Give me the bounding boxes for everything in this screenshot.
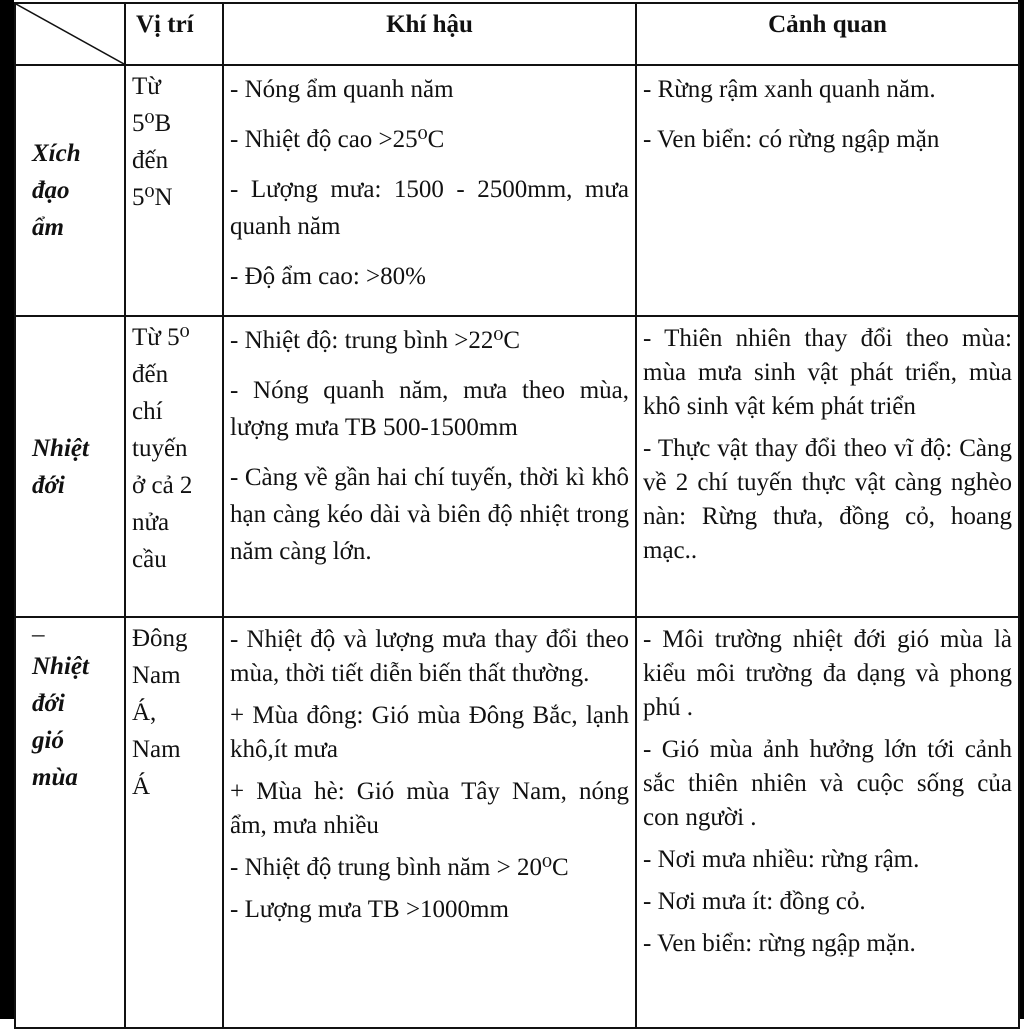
climate-item: - Nhiệt độ: trung bình >22⁰C [230,327,521,354]
location-line: Nam [132,736,181,763]
header-climate: Khí hậu [223,3,636,65]
diagonal-line [16,4,124,64]
location-line: Nam [132,662,181,689]
zone-dash: – [32,621,45,648]
location-line: đến [132,147,169,174]
zone-name-line: đới [32,690,65,717]
location-cell [125,316,223,617]
zone-name-line: Nhiệt [32,653,89,680]
climate-cell [223,316,636,617]
table-row [15,316,1019,617]
location-line: nửa [132,509,170,536]
climate-item: - Nóng ẩm quanh năm [230,76,454,103]
zone-name-cell [15,617,125,1028]
zone-name-line: gió [32,727,64,754]
landscape-item: - Nơi mưa nhiều: rừng rậm. [643,846,920,873]
location-line: tuyến [132,435,188,462]
header-landscape: Cảnh quan [636,3,1019,65]
left-border-strip [0,0,14,1019]
table-row [15,65,1019,316]
location-line: Á, [132,699,157,726]
climate-cell [223,617,636,1028]
location-line: chí [132,398,163,425]
climate-item: + Mùa hè: Gió mùa Tây Nam, nóng ẩm, mưa nhiều [230,778,629,839]
climate-item: - Lượng mưa: 1500 - 2500mm, mưa quanh năm [230,176,629,240]
landscape-item: - Môi trường nhiệt đới gió mùa là kiểu môi trường đa dạng và phong phú . [643,626,1012,721]
location-line: 5⁰B [132,110,172,137]
zone-name-line: Nhiệt [32,434,89,462]
landscape-item: - Rừng rậm xanh quanh năm. [643,76,936,103]
zone-name-line: ẩm [32,214,64,241]
landscape-item: - Nơi mưa ít: đồng cỏ. [643,888,866,915]
table-row [15,617,1019,1028]
climate-cell [223,65,636,316]
climate-item: - Nhiệt độ trung bình năm > 20⁰C [230,854,569,881]
location-line: Đông [132,625,188,652]
climate-item: - Càng về gần hai chí tuyến, thời kì khô hạn càng kéo dài và biên độ nhiệt trong năm càng lớn. [230,464,629,565]
location-line: Từ [132,73,161,100]
climate-item: - Nhiệt độ và lượng mưa thay đổi theo mùa, thời tiết diễn biến thất thường. [230,626,629,687]
zone-name-cell [15,65,125,316]
landscape-cell [636,617,1019,1028]
landscape-item: - Thực vật thay đổi theo vĩ độ: Càng về 2 chí tuyến thực vật càng nghèo nàn: Rừng thưa, đồng cỏ, hoang mạc.. [643,435,1012,564]
location-line: đến [132,361,169,388]
zone-name-line: mùa [32,764,78,791]
location-line: 5⁰N [132,184,173,211]
location-cell [125,617,223,1028]
location-line: Từ 5⁰ [132,324,190,351]
location-cell [125,65,223,316]
location-line: ở cả 2 [132,472,193,499]
header-location: Vị trí [125,3,223,65]
zone-name-cell [15,316,125,617]
zone-name-line: đới [32,471,65,499]
climate-item: - Độ ẩm cao: >80% [230,263,426,290]
climate-zones-table [14,2,1020,1029]
landscape-cell [636,316,1019,617]
header-row [15,3,1019,65]
climate-item: - Nhiệt độ cao >25⁰C [230,126,445,153]
location-line: cầu [132,546,167,573]
landscape-item: - Gió mùa ảnh hưởng lớn tới cảnh sắc thiên nhiên và cuộc sống của con người . [643,736,1012,831]
diagonal-header-cell [15,3,125,65]
landscape-item: - Ven biển: có rừng ngập mặn [643,126,940,153]
climate-item: + Mùa đông: Gió mùa Đông Bắc, lạnh khô,ít mưa [230,702,629,763]
landscape-item: - Thiên nhiên thay đổi theo mùa: mùa mưa sinh vật phát triển, mùa khô sinh vật kém phát triển [643,325,1012,420]
landscape-cell [636,65,1019,316]
zone-name-line: Xích [32,140,81,167]
climate-item: - Lượng mưa TB >1000mm [230,896,509,923]
location-line: Á [132,773,151,800]
landscape-item: - Ven biển: rừng ngập mặn. [643,930,916,957]
climate-item: - Nóng quanh năm, mưa theo mùa, lượng mưa TB 500-1500mm [230,377,629,441]
zone-name-line: đạo [32,177,70,204]
